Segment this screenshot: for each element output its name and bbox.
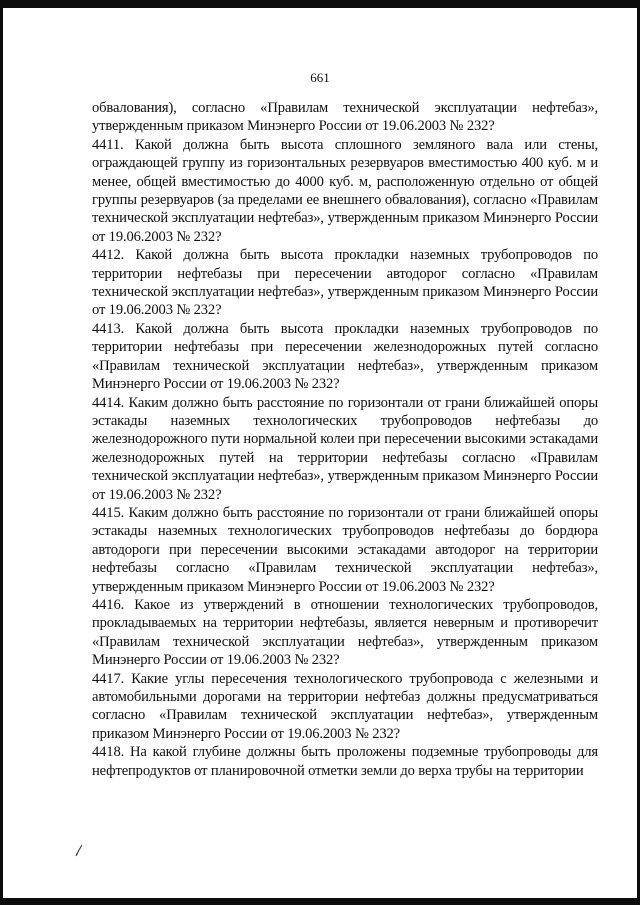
question-4415: 4415. Каким должно быть расстояние по горизонтали от грани ближайшей опоры эстакады наземных технологических трубопроводов нефтебазы до бордюра автодороги при пересечении высокими эстакадами автодорог на территории нефтебазы согласно «Правилам технической эксплуатации нефтебаз», утвержденным приказом Минэнерго России от 19.06.2003 № 232? [92,504,598,595]
question-4411: 4411. Какой должна быть высота сплошного земляного вала или стены, ограждающей группу из горизонтальных резервуаров вместимостью 400 куб. м и менее, общей вместимостью до 4000 куб. м, расположенную отдельно от общей группы резервуаров (за пределами ее внешнего обвалования), согласно «Правилам технической эксплуатации нефтебаз», утвержденным приказом Минэнерго России от 19.06.2003 № 232? [92,136,598,245]
question-4413: 4413. Какой должна быть высота прокладки наземных трубопроводов по территории нефтебазы при пересечении железнодорожных путей согласно «Правилам технической эксплуатации нефтебаз», утвержденным приказом Минэнерго России от 19.06.2003 № 232? [92,320,598,393]
question-4417: 4417. Какие углы пересечения технологического трубопровода с железными и автомобильными дорогами на территории нефтебаз должны предусматриваться согласно «Правилам технической эксплуатации нефтебаз», утвержденным приказом Минэнерго России от 19.06.2003 № 232? [92,670,598,742]
paragraph-continuation: обвалования), согласно «Правилам технической эксплуатации нефтебаз», утвержденным приказом Минэнерго России от 19.06.2003 № 232? [92,100,598,135]
question-4412: 4412. Какой должна быть высота прокладки наземных трубопроводов по территории нефтебазы при пересечении автодорог согласно «Правилам технической эксплуатации нефтебаз», утвержденным приказом Минэнерго России от 19.06.2003 № 232? [92,247,598,319]
question-4414: 4414. Каким должно быть расстояние по горизонтали от грани ближайшей опоры эстакады наземных технологических трубопроводов нефтебазы до железнодорожного пути нормальной колеи при пересечении высокими эстакадами железнодорожных путей на территории нефтебазы согласно «Правилам технической эксплуатации нефтебаз», утвержденным приказом Минэнерго России от 19.06.2003 № 232? [92,394,598,503]
scan-border-bottom [0,898,640,905]
page-number: 661 [310,70,330,85]
document-body [92,99,598,780]
scan-border-left [0,0,3,905]
question-4418: 4418. На какой глубине должны быть проложены подземные трубопроводы для нефтепродуктов от планировочной отметки земли до верха трубы на территории [92,744,598,779]
pen-mark-icon [74,842,84,858]
scan-border-top [0,0,640,8]
question-4416: 4416. Какое из утверждений в отношении технологических трубопроводов, прокладываемых на территории нефтебазы, является неверным и противоречит «Правилам технической эксплуатации нефтебаз», утвержденным приказом Минэнерго России от 19.06.2003 № 232? [92,596,598,669]
